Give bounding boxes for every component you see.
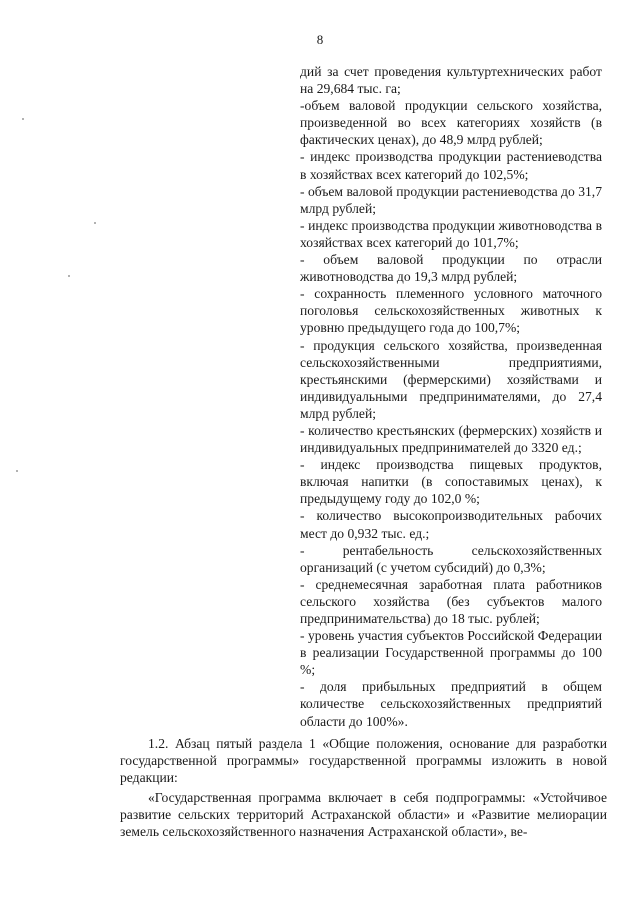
targets-list <box>300 63 602 730</box>
scan-speck <box>22 118 24 120</box>
list-item: - количество высокопроизводительных рабочих мест до 0,932 тыс. ед.; <box>300 508 602 541</box>
list-item: - количество крестьянских (фермерских) хозяйств и индивидуальных предпринимателей до 3320 ед.; <box>300 422 602 456</box>
list-item: - объем валовой продукции по отрасли животноводства до 19,3 млрд рублей; <box>300 252 602 285</box>
list-item: - доля прибыльных предприятий в общем количестве сельскохозяйственных предприятий области до 100%». <box>300 679 602 729</box>
list-continuation: дий за счет проведения культуртехнических работ на 29,684 тыс. га; <box>300 64 602 97</box>
list-item: - уровень участия субъектов Российской Федерации в реализации Государственной программы до 100 %; <box>300 628 602 678</box>
scan-speck <box>68 275 70 277</box>
list-item: - сохранность племенного условного маточного поголовья сельскохозяйственных животных к уровню предыдущего года до 100,7%; <box>300 286 602 336</box>
list-item: - среднемесячная заработная плата работников сельского хозяйства (без субъектов малого предпринимательства) до 18 тыс. рублей; <box>300 576 602 626</box>
list-item: - индекс производства пищевых продуктов, включая напитки (в сопоставимых ценах), к предыдущему году до 102,0 %; <box>300 457 602 507</box>
body-paragraph: 1.2. Абзац пятый раздела 1 «Общие положения, основание для разработки государственной программы» государственной программы изложить в новой редакции: <box>120 736 607 786</box>
list-item: - индекс производства продукции растениеводства в хозяйствах всех категорий до 102,5%; <box>300 149 602 182</box>
body-paragraph: «Государственная программа включает в себя подпрограммы: «Устойчивое развитие сельских территорий Астраханской области» и «Развитие мелиорации земель сельскохозяйственного назначения Астраханской области», ве- <box>120 790 607 840</box>
document-body <box>120 735 607 841</box>
scan-speck <box>94 222 96 224</box>
list-item: - индекс производства продукции животноводства в хозяйствах всех категорий до 101,7%; <box>300 217 602 250</box>
list-item: - объем валовой продукции растениеводства до 31,7 млрд рублей; <box>300 183 602 216</box>
list-item: -объем валовой продукции сельского хозяйства, произведенной во всех категориях хозяйств (в фактических ценах), до 48,9 млрд рублей; <box>300 98 602 148</box>
list-item: - рентабельность сельскохозяйственных организаций (с учетом субсидий) до 0,3%; <box>300 542 602 575</box>
list-item: - продукция сельского хозяйства, произведенная сельскохозяйственными предприятиями, крестьянскими (фермерскими) хозяйствами и индивидуальными предпринимателями, до 27,4 млрд рублей; <box>300 337 602 421</box>
page-number: 8 <box>316 32 324 47</box>
scan-speck <box>16 470 18 472</box>
